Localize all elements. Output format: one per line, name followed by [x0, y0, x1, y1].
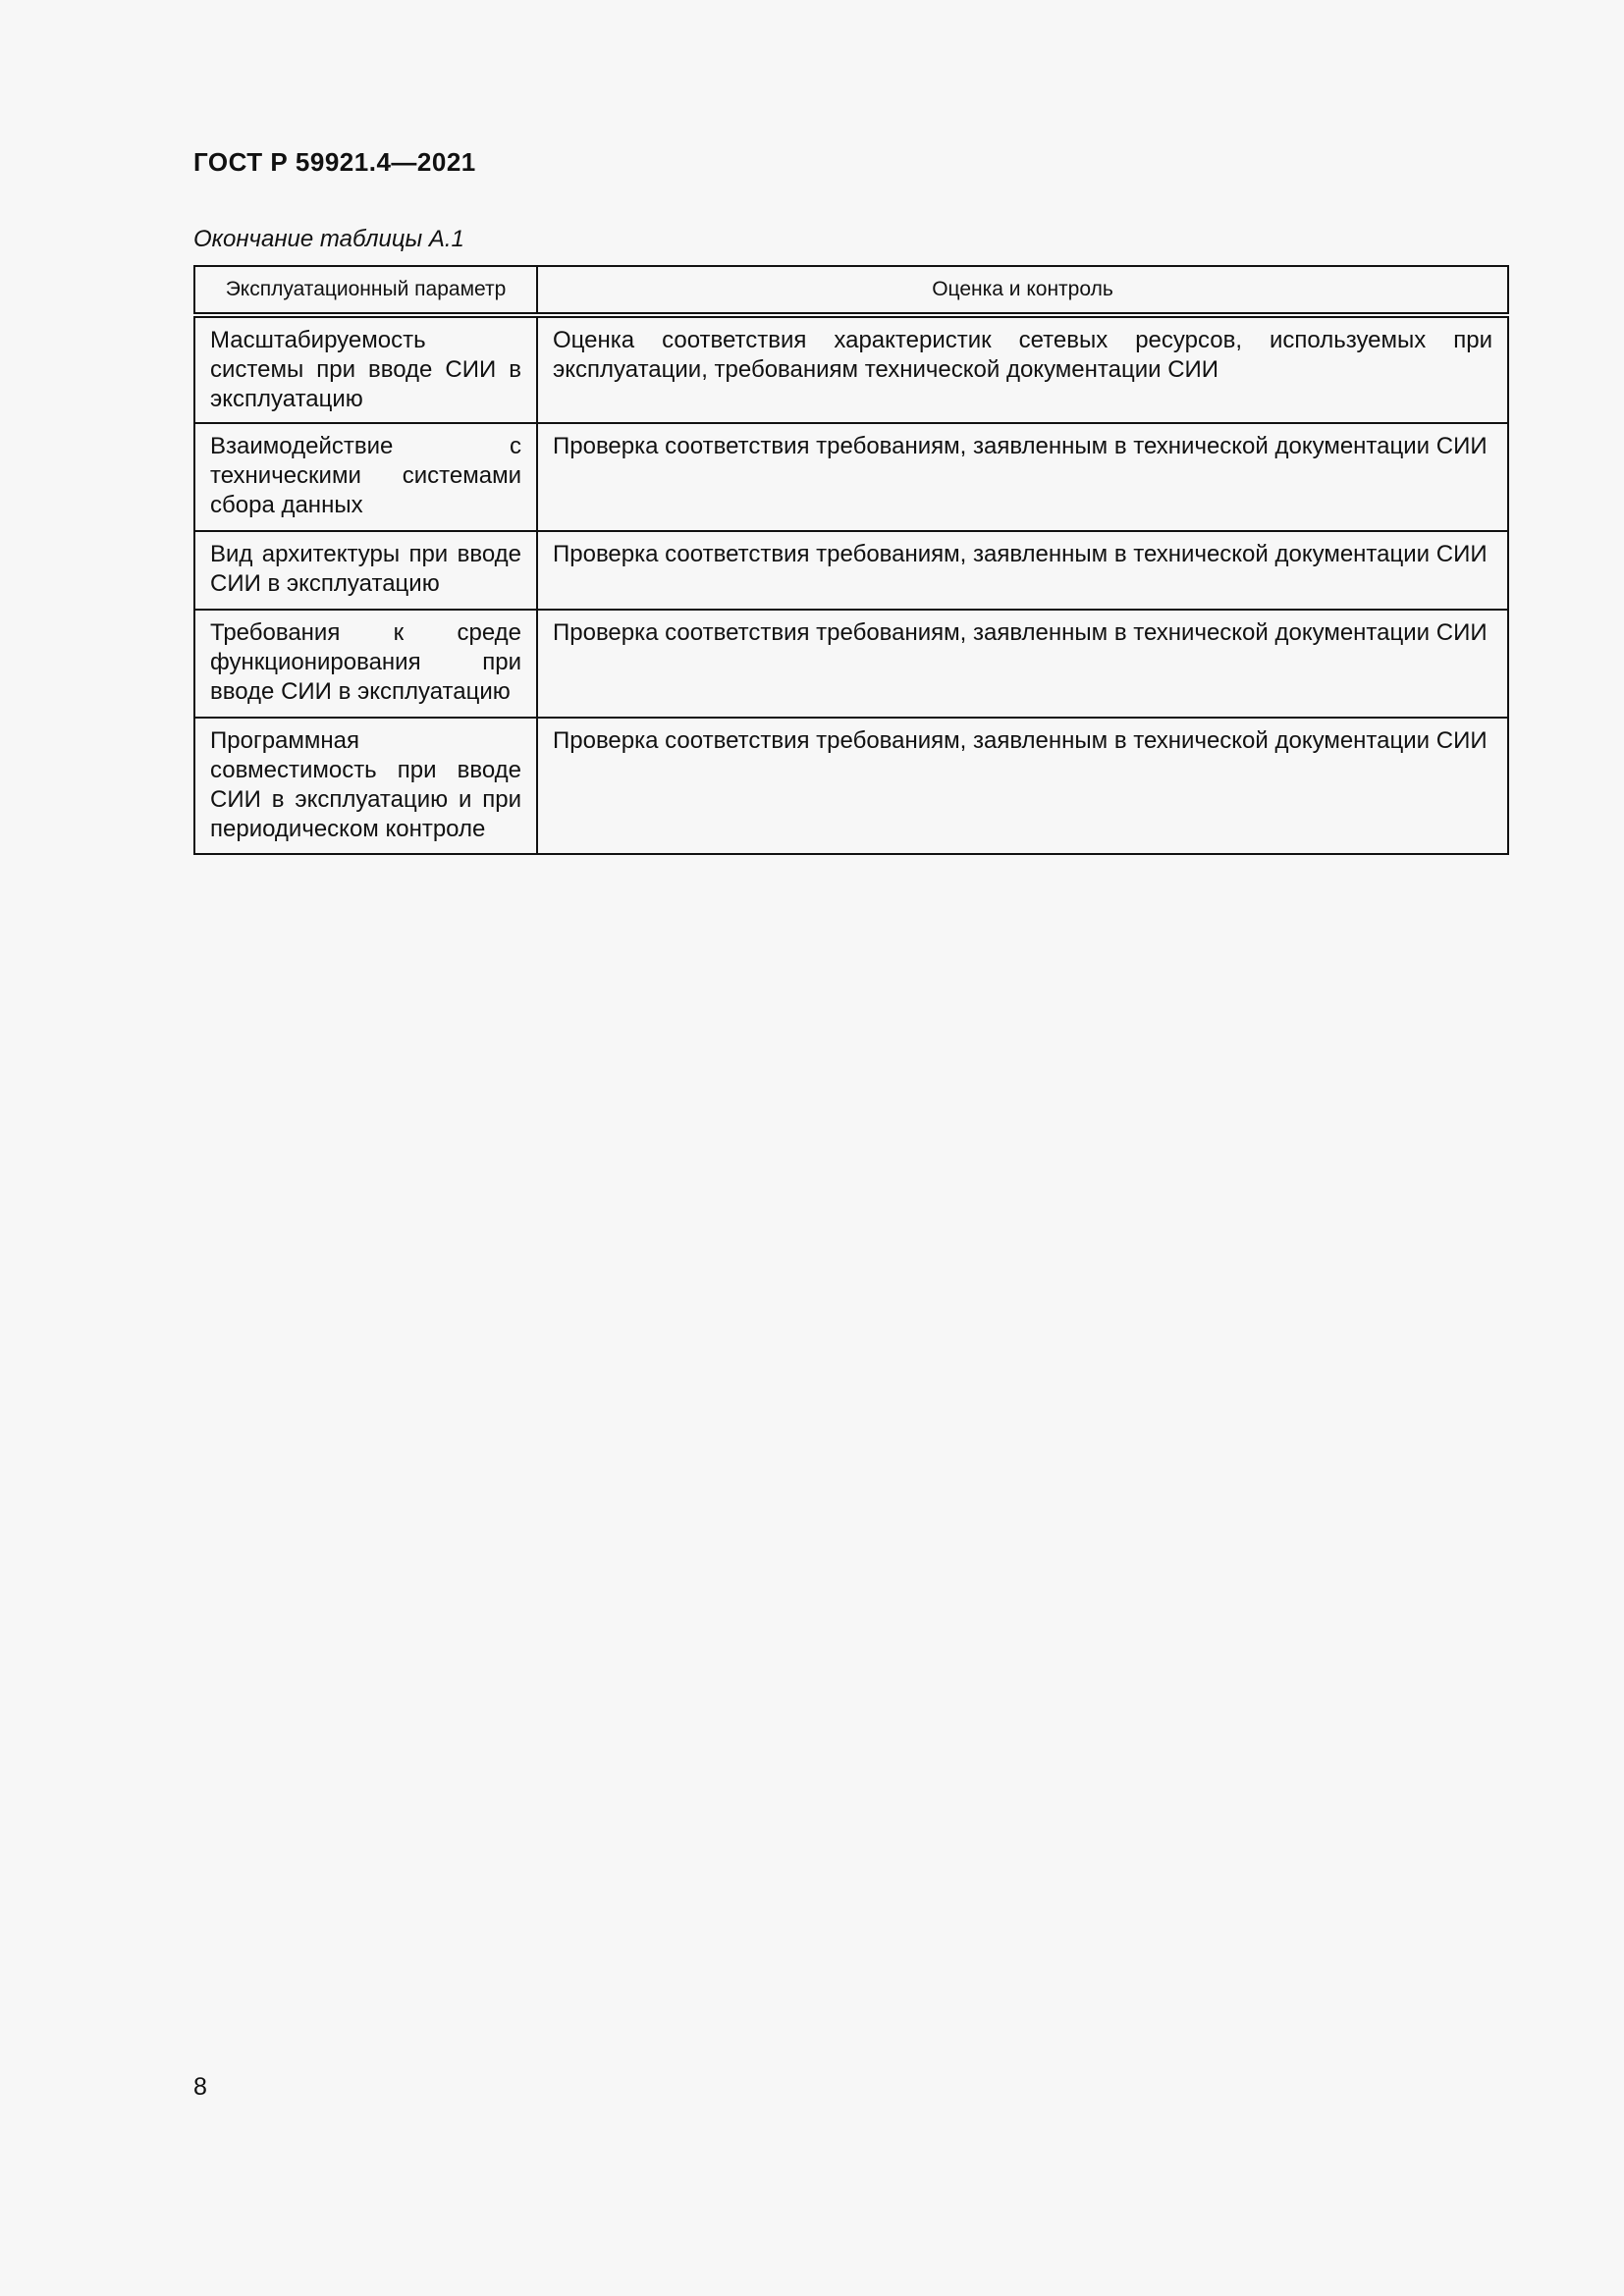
table-row: [194, 315, 1508, 423]
parameter-cell: Программная совместимость при вводе СИИ в эксплуатацию и при периодическом контроле: [194, 718, 537, 854]
table-caption: Окончание таблицы А.1: [193, 226, 464, 252]
document-header: ГОСТ Р 59921.4—2021: [193, 147, 476, 177]
column-header-assessment: Оценка и контроль: [537, 266, 1508, 315]
column-header-parameter: Эксплуатационный параметр: [194, 266, 537, 315]
assessment-cell: Проверка соответствия требованиям, заявленным в технической документации СИИ: [537, 423, 1508, 531]
parameter-cell: Взаимодействие с техническими системами сбора данных: [194, 423, 537, 531]
parameter-cell: Требования к среде функционирования при вводе СИИ в эксплуатацию: [194, 610, 537, 718]
table-row: [194, 423, 1508, 531]
parameter-cell: Масштабируемость системы при вводе СИИ в эксплуатацию: [194, 315, 537, 423]
parameter-cell: Вид архитектуры при вводе СИИ в эксплуатацию: [194, 531, 537, 610]
assessment-cell: Проверка соответствия требованиям, заявленным в технической документации СИИ: [537, 610, 1508, 718]
page-number: 8: [193, 2073, 207, 2101]
assessment-cell: Проверка соответствия требованиям, заявленным в технической документации СИИ: [537, 531, 1508, 610]
table-header-row: [194, 266, 1508, 315]
assessment-cell: Проверка соответствия требованиям, заявленным в технической документации СИИ: [537, 718, 1508, 854]
parameters-table: [193, 265, 1509, 855]
table-row: [194, 610, 1508, 718]
table-row: [194, 718, 1508, 854]
table-row: [194, 531, 1508, 610]
assessment-cell: Оценка соответствия характеристик сетевых ресурсов, используемых при эксплуатации, требованиям технической документации СИИ: [537, 315, 1508, 423]
